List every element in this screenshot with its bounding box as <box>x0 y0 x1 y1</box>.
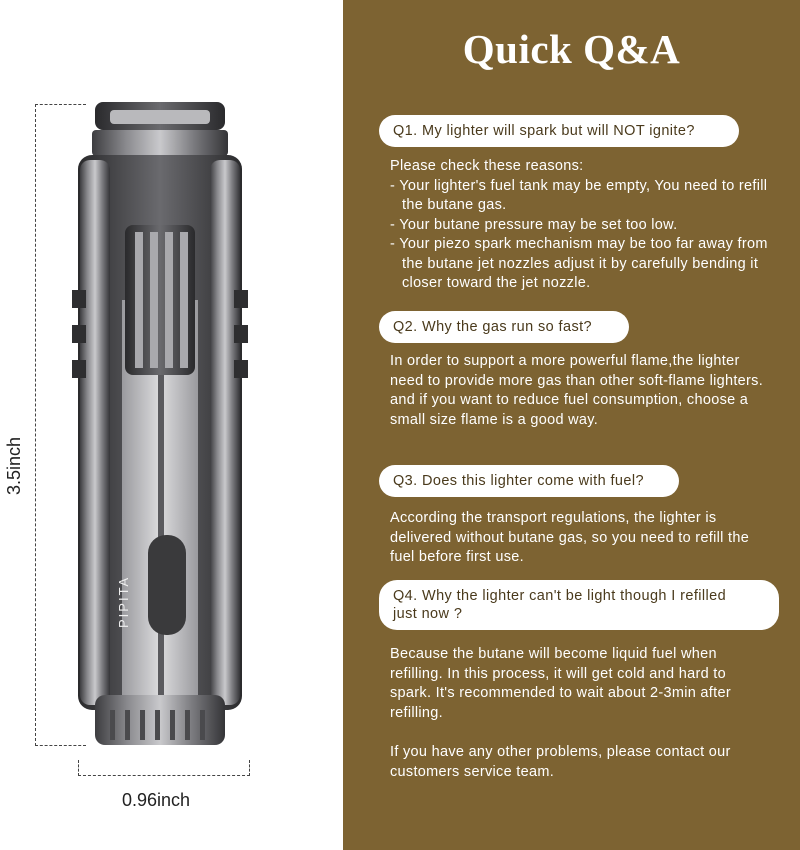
width-dimension-line <box>78 760 250 776</box>
contact-note: If you have any other problems, please contact our customers service team. <box>390 744 731 780</box>
product-image-panel <box>0 0 343 850</box>
q4-answer: Because the butane will become liquid fuel when refilling. In this process, it will get cold and hard to spark. It's recommended to wait about 2-3min after refilling. <box>390 646 731 721</box>
q1-item: - Your lighter's fuel tank may be empty, You need to refill the butane gas. <box>390 177 768 213</box>
lighter-image <box>70 100 260 750</box>
q4-question-line2: just now ? <box>393 606 463 622</box>
q1-question: Q1. My lighter will spark but will NOT ignite? <box>393 123 695 139</box>
q3-question: Q3. Does this lighter come with fuel? <box>393 473 644 489</box>
q2-answer: In order to support a more powerful flame,the lighter need to provide more gas than other soft-flame lighters. and if you want to reduce fuel consumption, choose a small size flame is a good way. <box>390 353 764 428</box>
q1-bubble <box>379 115 739 147</box>
q2-question: Q2. Why the gas run so fast? <box>393 319 592 335</box>
height-dimension-label: 3.5inch <box>4 436 24 495</box>
q4-question-line1: Q4. Why the lighter can't be light though I refilled <box>393 588 727 604</box>
q1-answer <box>390 157 770 294</box>
qa-title: Quick Q&A <box>462 26 681 72</box>
q1-intro: Please check these reasons: <box>390 158 584 174</box>
q4-bubble <box>379 580 779 630</box>
width-dimension-label: 0.96inch <box>122 790 191 810</box>
qa-panel <box>343 0 800 850</box>
q2-bubble <box>379 311 629 343</box>
lighter-brand-text: PIPITA <box>116 575 131 628</box>
q1-item: - Your butane pressure may be set too low. <box>390 216 678 233</box>
q1-item: - Your piezo spark mechanism may be too far away from the butane jet nozzles adjust it by carefully bending it closer toward the jet nozzle. <box>390 236 768 291</box>
q3-answer: According the transport regulations, the lighter is delivered without butane gas, so you need to refill the fuel before first use. <box>390 510 750 565</box>
q3-bubble <box>379 465 679 497</box>
